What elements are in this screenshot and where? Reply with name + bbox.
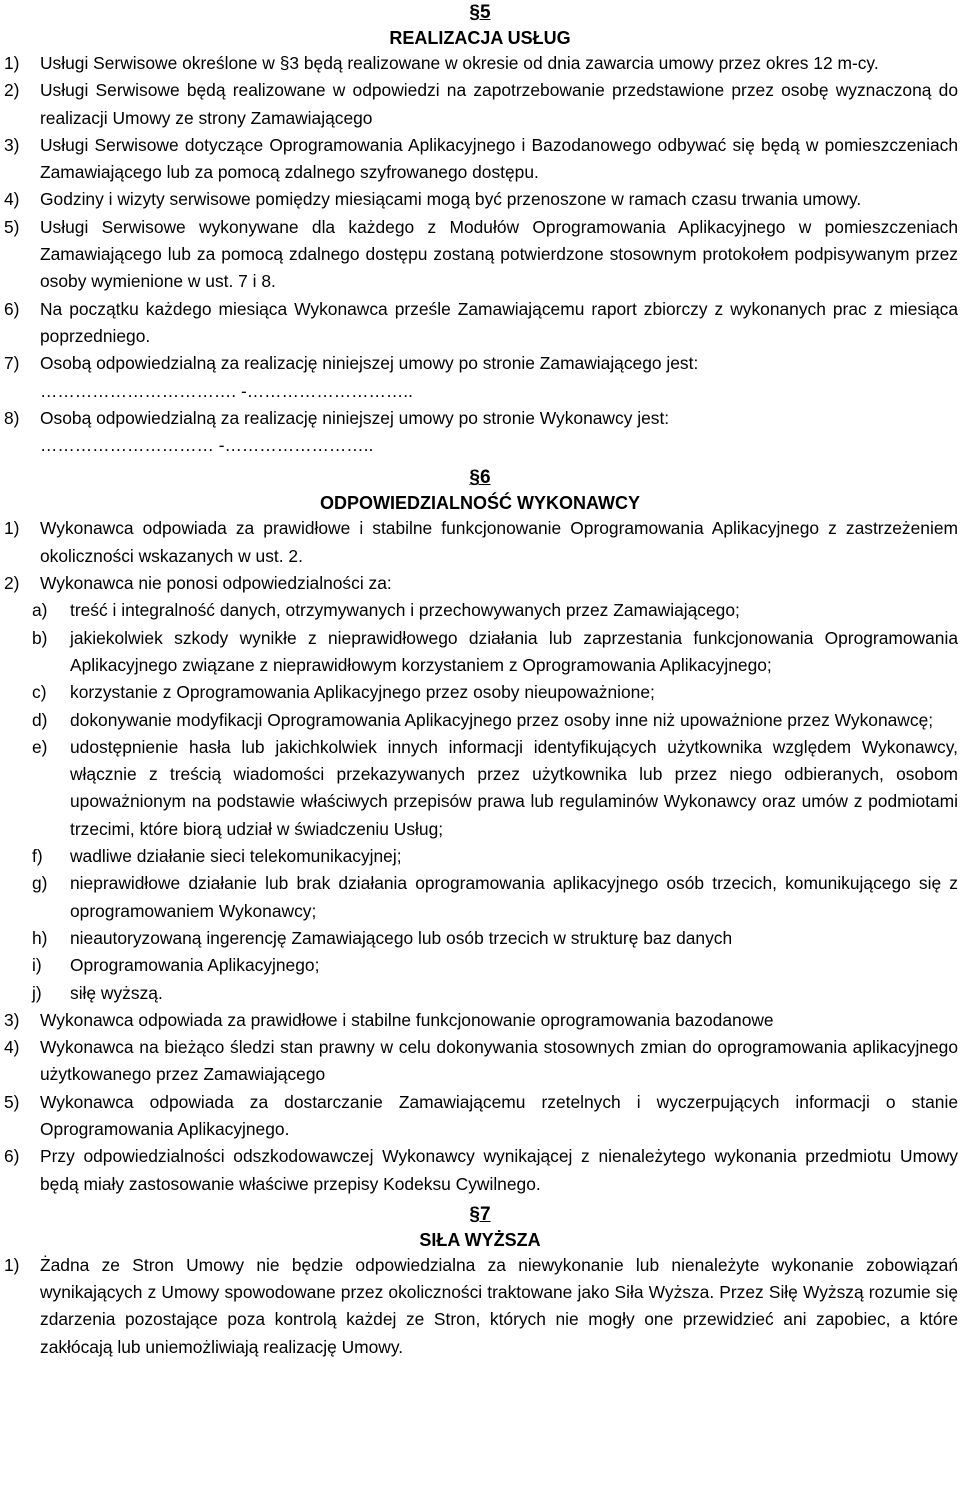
item-text: Wykonawca nie ponosi odpowiedzialności za: [40,573,392,594]
sub-list-item [0,925,960,952]
item-number: 8) [4,407,20,428]
sub-list-item [0,870,960,925]
item-text: Wykonawca odpowiada za prawidłowe i stabilne funkcjonowanie oprogramowania bazodanowe [40,1009,774,1030]
signature-fill-line: ………………………… -…………………….. [40,435,374,456]
list-item [0,1252,960,1361]
item-text: Godziny i wizyty serwisowe pomiędzy miesiącami mogą być przenoszone w ramach czasu trwania umowy. [40,189,862,210]
sub-list-item [0,952,960,979]
item-number: 4) [4,189,20,210]
section-number: §7 [469,1203,491,1225]
section-title: SIŁA WYŻSZA [419,1229,541,1250]
item-text: udostępnienie hasła lub jakichkolwiek innych informacji identyfikujących użytkownika względem Wykonawcy, włącznie z treścią wiadomości przekazywanych przez użytkownika lub przez niego odbieranych, osobom upoważnionym na podstawie właściwych przepisów prawa lub regulaminów Wykonawcy oraz umów z podmiotami trzecimi, które biorą udział w świadczeniu Usług; [70,736,958,839]
list-item [0,214,960,296]
item-text: nieprawidłowe działanie lub brak działania oprogramowania aplikacyjnego osób trzecich, komunikującego się z oprogramowaniem Wykonawcy; [70,873,958,921]
list-item [0,186,960,213]
item-number: 5) [4,216,20,237]
section-number: §5 [469,2,491,23]
item-text: Wykonawca odpowiada za dostarczanie Zamawiającemu rzetelnych i wyczerpujących informacji o stanie Oprogramowania Aplikacyjnego. [40,1091,958,1139]
sub-list-item [0,625,960,680]
item-text: dokonywanie modyfikacji Oprogramowania Aplikacyjnego przez osoby inne niż upoważnione przez Wykonawcę; [70,709,934,730]
item-number: e) [32,736,48,757]
item-number: 3) [4,1009,20,1030]
list-item [0,350,960,405]
item-number: 1) [4,518,20,539]
list-item [0,1007,960,1034]
item-text: Osobą odpowiedzialną za realizację niniejszej umowy po stronie Zamawiającego jest: [40,353,699,374]
item-number: 5) [4,1091,20,1112]
section-title: REALIZACJA USŁUG [389,28,571,48]
item-text: Osobą odpowiedzialną za realizację niniejszej umowy po stronie Wykonawcy jest: [40,407,670,428]
item-number: 3) [4,134,20,155]
item-text: nieautoryzowaną ingerencję Zamawiającego lub osób trzecich w strukturę baz danych [70,927,733,948]
item-text: Usługi Serwisowe dotyczące Oprogramowania Aplikacyjnego i Bazodanowego odbywać się będą w pomieszczeniach Zamawiającego lub za pomocą zdalnego szyfrowanego dostępu. [40,134,958,183]
list-item [0,50,960,77]
item-number: 6) [4,1146,20,1167]
item-number: c) [32,682,47,703]
item-number: 1) [4,1254,20,1275]
item-text: Usługi Serwisowe wykonywane dla każdego z Modułów Oprogramowania Aplikacyjnego w pomieszczeniach Zamawiającego lub za pomocą zdalnego dostępu zostaną potwierdzone stosownym protokołem podpisywanym przez osoby wymienione w ust. 7 i 8. [40,216,958,292]
item-text: Na początku każdego miesiąca Wykonawca prześle Zamawiającemu raport zbiorczy z wykonanych prac z miesiąca poprzedniego. [40,298,958,346]
list-item [0,1034,960,1089]
list-item [0,1143,960,1198]
list-item [0,515,960,570]
sub-list-item [0,980,960,1007]
section-6 [0,459,960,1197]
item-text: Usługi Serwisowe określone w §3 będą realizowane w okresie od dnia zawarcia umowy przez okres 12 m-cy. [40,53,879,73]
item-number: 6) [4,298,20,319]
list-item [0,570,960,597]
sub-list-item [0,597,960,624]
sub-list-item [0,707,960,734]
item-text: Żadna ze Stron Umowy nie będzie odpowiedzialna za niewykonanie lub nienależyte wykonanie zobowiązań wynikających z Umowy spowodowane przez okoliczności traktowane jako Siła Wyższa. Przez Siłę Wyższą rozumie się zdarzenia pozostające poza kontrolą każdej ze Stron, których nie mogły one przewidzieć ani zapobiec, a które zakłócają lub uniemożliwiają realizację Umowy. [40,1254,958,1357]
section-title: ODPOWIEDZIALNOŚĆ WYKONAWCY [320,493,640,514]
item-number: 2) [4,573,20,594]
sub-list-item [0,843,960,870]
item-text: treść i integralność danych, otrzymywanych i przechowywanych przez Zamawiającego; [70,600,740,621]
item-text: siłę wyższą. [70,982,163,1003]
item-text: Wykonawca na bieżąco śledzi stan prawny w celu dokonywania stosownych zmian do oprogramowania aplikacyjnego użytkowanego przez Zamawiającego [40,1037,958,1085]
list-item [0,132,960,187]
section-number: §6 [469,467,491,489]
item-number: 2) [4,80,20,101]
item-number: f) [32,846,43,867]
item-text: Oprogramowania Aplikacyjnego; [70,955,320,976]
item-number: 7) [4,353,20,374]
section-5 [0,0,960,459]
item-number: 4) [4,1037,20,1058]
item-number: b) [32,627,48,648]
item-number: h) [32,927,48,948]
sub-list-item [0,734,960,843]
item-number: a) [32,600,48,621]
list-item [0,77,960,132]
sub-list-item [0,679,960,706]
item-number: 1) [4,53,20,73]
list-item [0,296,960,351]
item-text: Wykonawca odpowiada za prawidłowe i stabilne funkcjonowanie Oprogramowania Aplikacyjnego z zastrzeżeniem okoliczności wskazanych w ust. 2. [40,518,958,566]
item-text: korzystanie z Oprogramowania Aplikacyjnego przez osoby nieupoważnione; [70,682,655,703]
signature-fill-line: ……………………………. -……………………….. [40,380,413,401]
item-number: i) [32,955,42,976]
item-text: jakiekolwiek szkody wynikłe z nieprawidłowego działania lub zaprzestania funkcjonowania Oprogramowania Aplikacyjnego związane z nieprawidłowym korzystaniem z Oprogramowania Aplikacyjnego; [70,627,958,675]
list-item [0,405,960,460]
item-text: wadliwe działanie sieci telekomunikacyjnej; [70,846,402,867]
item-number: g) [32,873,48,894]
item-text: Przy odpowiedzialności odszkodowawczej Wykonawcy wynikającej z nienależytego wykonania przedmiotu Umowy będą miały zastosowanie właściwe przepisy Kodeksu Cywilnego. [40,1146,958,1194]
list-item [0,1089,960,1144]
item-text: Usługi Serwisowe będą realizowane w odpowiedzi na zapotrzebowanie przedstawione przez osobę wyznaczoną do realizacji Umowy ze strony Zamawiającego [40,80,958,128]
section-7 [0,1198,960,1361]
item-number: j) [32,982,42,1003]
item-number: d) [32,709,48,730]
